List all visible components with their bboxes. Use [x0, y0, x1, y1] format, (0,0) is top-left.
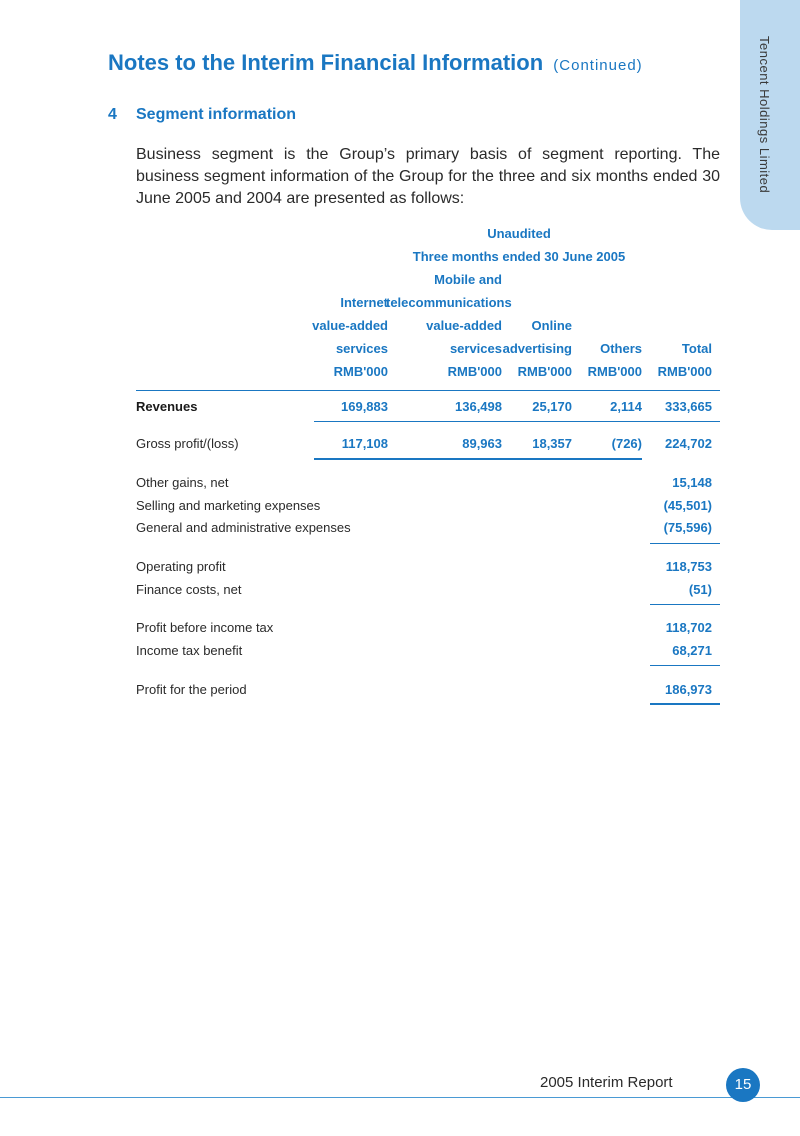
col-total-unit: RMB'000 [657, 364, 712, 379]
table-period: Three months ended 30 June 2005 [412, 249, 626, 264]
gross-profit-total: 224,702 [665, 436, 712, 451]
admin-expenses-label: General and administrative expenses [136, 520, 351, 535]
finance-costs-total: (51) [688, 582, 712, 597]
operating-profit-label: Operating profit [136, 559, 226, 574]
other-gains-label: Other gains, net [136, 475, 229, 490]
footer-report-title: 2005 Interim Report [540, 1074, 673, 1091]
gross-profit-label: Gross profit/(loss) [136, 436, 239, 451]
col-advertising-unit: RMB'000 [517, 364, 572, 379]
col-mobile-line1: Mobile and [434, 272, 502, 287]
col-advertising-line2: advertising [502, 341, 572, 356]
col-mobile-line4: services [449, 341, 502, 356]
gross-profit-advertising: 18,357 [532, 436, 572, 451]
income-tax-label: Income tax benefit [136, 643, 243, 658]
revenues-label: Revenues [136, 399, 198, 414]
subtotal-rule-1 [650, 543, 720, 544]
col-mobile-unit: RMB'000 [447, 364, 502, 379]
selling-expenses-label: Selling and marketing expenses [136, 498, 321, 513]
revenues-internet: 169,883 [341, 399, 388, 414]
finance-costs-label: Finance costs, net [136, 582, 242, 597]
operating-profit-total: 118,753 [665, 559, 712, 574]
income-tax-total: 68,271 [672, 643, 712, 658]
page-number: 15 [726, 1068, 760, 1102]
profit-before-tax-total: 118,702 [665, 620, 712, 635]
footer-rule [0, 1097, 800, 1098]
col-others-unit: RMB'000 [587, 364, 642, 379]
subtotal-rule-3 [650, 665, 720, 666]
revenues-total: 333,665 [665, 399, 712, 414]
col-mobile-line3: value-added [426, 318, 502, 333]
col-internet-line1: Internet [340, 295, 388, 310]
gross-profit-others: (726) [611, 436, 642, 451]
col-mobile-line2: telecommunications [386, 295, 512, 310]
other-gains-total: 15,148 [672, 475, 712, 490]
gross-profit-double-rule [314, 458, 642, 460]
revenues-advertising: 25,170 [532, 399, 572, 414]
segment-table [136, 0, 720, 720]
selling-expenses-total: (45,501) [663, 498, 712, 513]
page-title-main: Notes to the Interim Financial Information [108, 50, 544, 75]
table-status: Unaudited [487, 226, 551, 241]
page-title-suffix: (Continued) [553, 57, 643, 74]
col-internet-line2: value-added [312, 318, 388, 333]
header-rule [136, 390, 720, 391]
col-others-line1: Others [600, 341, 642, 356]
subtotal-rule-2 [650, 604, 720, 605]
admin-expenses-total: (75,596) [663, 520, 712, 535]
company-name-tab: Tencent Holdings Limited [757, 36, 772, 194]
section-number: 4 [108, 106, 117, 123]
gross-profit-internet: 117,108 [341, 436, 388, 451]
profit-period-total: 186,973 [665, 682, 712, 697]
intro-paragraph: Business segment is the Group’s primary basis of segment reporting. The business segment information of the Group for the three and six months ended 30 June 2005 and 2004 are presented as follows: [136, 146, 720, 207]
section-title: Segment information [136, 106, 297, 123]
profit-before-tax-label: Profit before income tax [136, 620, 274, 635]
col-internet-unit: RMB'000 [333, 364, 388, 379]
revenues-mobile: 136,498 [455, 399, 502, 414]
col-total-line1: Total [681, 341, 712, 356]
profit-period-label: Profit for the period [136, 682, 247, 697]
revenues-others: 2,114 [610, 399, 642, 414]
final-double-rule [650, 703, 720, 705]
col-internet-line3: services [335, 341, 388, 356]
gross-profit-mobile: 89,963 [462, 436, 502, 451]
revenues-rule [314, 421, 720, 422]
col-advertising-line1: Online [531, 318, 572, 333]
